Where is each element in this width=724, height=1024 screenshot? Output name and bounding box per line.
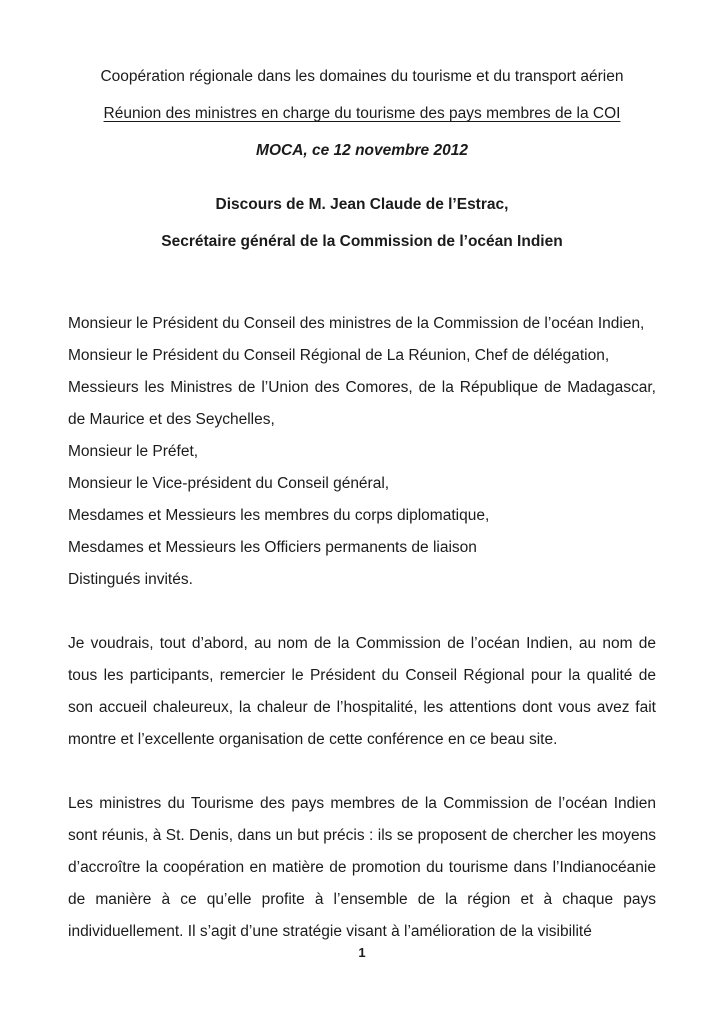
salutation-line: Mesdames et Messieurs les Officiers permanents de liaison	[68, 539, 477, 556]
salutation-line: Monsieur le Président du Conseil des ministres de la Commission de l’océan Indien,	[68, 315, 645, 332]
salutation-line: Monsieur le Préfet,	[68, 443, 199, 460]
page-footer	[0, 944, 724, 962]
speech-title	[68, 186, 656, 260]
salutation-line: Monsieur le Président du Conseil Régional de La Réunion, Chef de délégation,	[68, 347, 610, 364]
salutation-line: Distingués invités.	[68, 571, 193, 588]
speech-title-line1: Discours de M. Jean Claude de l’Estrac,	[215, 196, 509, 213]
salutation-line: Messieurs les Ministres de l’Union des Comores, de la République de Madagascar, de Maurice et des Seychelles,	[68, 379, 656, 428]
header-subtitle-line: Réunion des ministres en charge du tourisme des pays membres de la COI	[103, 105, 621, 122]
body-paragraph-2: Les ministres du Tourisme des pays membres de la Commission de l’océan Indien sont réunis, à St. Denis, dans un but précis : ils se proposent de chercher les moyens d’accroître la coopération en matière de promotion du tourisme dans l’Indianocéanie de manière à ce qu’elle profite à l’ensemble de la région et à chaque pays individuellement. Il s’agit d’une stratégie visant à l’amélioration de la visibilité	[68, 795, 656, 940]
header-date-line: MOCA, ce 12 novembre 2012	[256, 142, 468, 159]
document-header	[68, 58, 656, 169]
page-number: 1	[358, 945, 366, 960]
header-title-line: Coopération régionale dans les domaines du tourisme et du transport aérien	[100, 68, 624, 85]
speech-title-line2: Secrétaire général de la Commission de l’océan Indien	[161, 233, 563, 250]
body-paragraph-1: Je voudrais, tout d’abord, au nom de la Commission de l’océan Indien, au nom de tous les participants, remercier le Président du Conseil Régional pour la qualité de son accueil chaleureux, la chaleur de l’hospitalité, les attentions dont vous avez fait montre et l’excellente organisation de cette conférence en ce beau site.	[68, 635, 656, 748]
salutation-line: Monsieur le Vice-président du Conseil général,	[68, 475, 390, 492]
salutation-line: Mesdames et Messieurs les membres du corps diplomatique,	[68, 507, 490, 524]
salutations-block	[68, 308, 656, 596]
